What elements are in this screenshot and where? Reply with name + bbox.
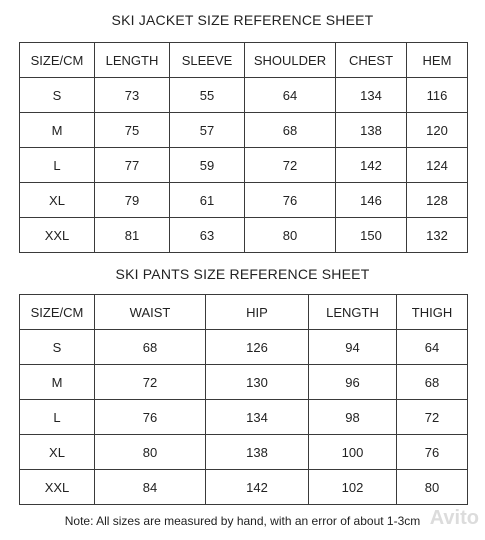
- table-cell: 80: [95, 435, 206, 470]
- column-header-size: SIZE/CM: [20, 295, 95, 330]
- table-cell: 73: [95, 78, 170, 113]
- table-cell: 55: [170, 78, 245, 113]
- column-header-sleeve: SLEEVE: [170, 43, 245, 78]
- table-cell: 124: [407, 148, 468, 183]
- table-cell: 76: [95, 400, 206, 435]
- table-cell: S: [20, 330, 95, 365]
- table-cell: 80: [245, 218, 336, 253]
- table-cell: 77: [95, 148, 170, 183]
- table-cell: L: [20, 148, 95, 183]
- table-cell: XXL: [20, 470, 95, 505]
- table-cell: XL: [20, 183, 95, 218]
- jacket-size-table: [19, 42, 468, 253]
- table-cell: 102: [309, 470, 397, 505]
- table-cell: 126: [206, 330, 309, 365]
- table-cell: 130: [206, 365, 309, 400]
- table-cell: 72: [397, 400, 468, 435]
- table-cell: M: [20, 113, 95, 148]
- table-cell: 64: [397, 330, 468, 365]
- table-cell: 75: [95, 113, 170, 148]
- table-cell: L: [20, 400, 95, 435]
- table-cell: 142: [336, 148, 407, 183]
- table-cell: 84: [95, 470, 206, 505]
- table-cell: 61: [170, 183, 245, 218]
- table-cell: 100: [309, 435, 397, 470]
- table-cell: 72: [245, 148, 336, 183]
- table-cell: 146: [336, 183, 407, 218]
- table-cell: 79: [95, 183, 170, 218]
- table-cell: 142: [206, 470, 309, 505]
- table-cell: XL: [20, 435, 95, 470]
- table-header-row: [20, 295, 468, 330]
- column-header-waist: WAIST: [95, 295, 206, 330]
- table-row: [20, 148, 468, 183]
- table-row: [20, 113, 468, 148]
- table-cell: M: [20, 365, 95, 400]
- table-row: [20, 435, 468, 470]
- column-header-hem: HEM: [407, 43, 468, 78]
- column-header-shoulder: SHOULDER: [245, 43, 336, 78]
- table-cell: 128: [407, 183, 468, 218]
- table-row: [20, 183, 468, 218]
- pants-size-sheet-title: SKI PANTS SIZE REFERENCE SHEET: [115, 266, 370, 282]
- table-cell: 81: [95, 218, 170, 253]
- column-header-length: LENGTH: [95, 43, 170, 78]
- table-cell: 68: [245, 113, 336, 148]
- column-header-length: LENGTH: [309, 295, 397, 330]
- table-cell: 134: [336, 78, 407, 113]
- table-cell: 138: [206, 435, 309, 470]
- table-cell: 72: [95, 365, 206, 400]
- table-cell: 80: [397, 470, 468, 505]
- table-row: [20, 78, 468, 113]
- table-header-row: [20, 43, 468, 78]
- table-cell: 98: [309, 400, 397, 435]
- table-cell: 116: [407, 78, 468, 113]
- table-cell: 57: [170, 113, 245, 148]
- table-cell: 64: [245, 78, 336, 113]
- measurement-note: Note: All sizes are measured by hand, with an error of about 1-3cm: [64, 514, 421, 528]
- table-row: [20, 400, 468, 435]
- table-cell: 68: [95, 330, 206, 365]
- column-header-thigh: THIGH: [397, 295, 468, 330]
- table-row: [20, 218, 468, 253]
- table-cell: 120: [407, 113, 468, 148]
- table-cell: 94: [309, 330, 397, 365]
- table-cell: 132: [407, 218, 468, 253]
- table-cell: 59: [170, 148, 245, 183]
- table-cell: 68: [397, 365, 468, 400]
- table-cell: 150: [336, 218, 407, 253]
- table-row: [20, 330, 468, 365]
- table-row: [20, 470, 468, 505]
- jacket-size-sheet-title: SKI JACKET SIZE REFERENCE SHEET: [111, 12, 374, 28]
- table-cell: 63: [170, 218, 245, 253]
- table-cell: XXL: [20, 218, 95, 253]
- column-header-size: SIZE/CM: [20, 43, 95, 78]
- table-cell: 138: [336, 113, 407, 148]
- pants-size-table: [19, 294, 468, 505]
- table-cell: S: [20, 78, 95, 113]
- table-cell: 76: [245, 183, 336, 218]
- watermark-logo: Avito: [429, 507, 479, 529]
- column-header-hip: HIP: [206, 295, 309, 330]
- column-header-chest: CHEST: [336, 43, 407, 78]
- table-cell: 134: [206, 400, 309, 435]
- table-row: [20, 365, 468, 400]
- table-cell: 76: [397, 435, 468, 470]
- table-cell: 96: [309, 365, 397, 400]
